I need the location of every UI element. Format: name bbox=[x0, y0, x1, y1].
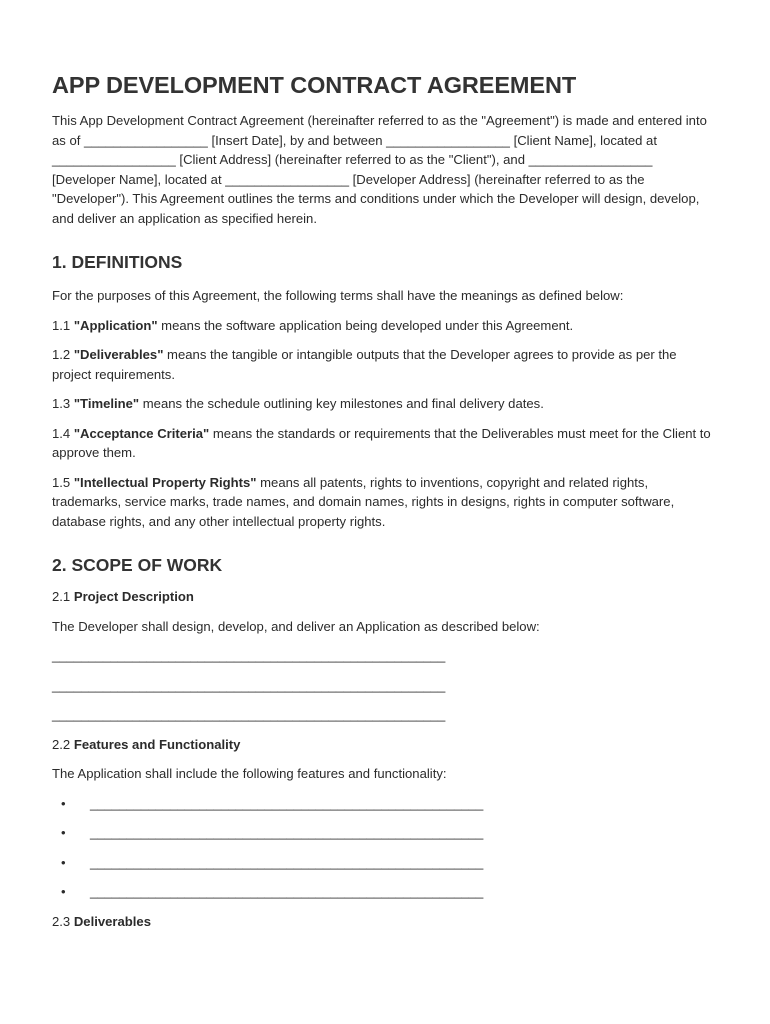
definition-text: means the tangible or intangible outputs that the Developer agrees to provide as per the project requirements. bbox=[52, 347, 677, 382]
definition-term: "Timeline" bbox=[73, 396, 140, 411]
list-item bbox=[52, 853, 718, 873]
fill-in-line: ______________________________________________________ bbox=[90, 854, 484, 870]
definition-number: 1.4 bbox=[52, 425, 74, 441]
subsection-label: Features and Functionality bbox=[73, 736, 241, 752]
subsection-number: 2.2 bbox=[52, 736, 74, 752]
definitions-heading: 1. DEFINITIONS bbox=[52, 252, 183, 272]
definition-item bbox=[52, 345, 718, 384]
definition-text: means the standards or requirements that the Deliverables must meet for the Client to approve them. bbox=[52, 425, 711, 460]
definition-term: "Intellectual Property Rights" bbox=[73, 474, 257, 490]
subsection-title bbox=[52, 735, 718, 755]
bullet-icon: • bbox=[61, 795, 66, 811]
definition-item bbox=[52, 424, 718, 463]
definitions-lead: For the purposes of this Agreement, the following terms shall have the meanings as defined below: bbox=[52, 288, 624, 303]
definition-item bbox=[52, 316, 718, 336]
subsection-label: Deliverables bbox=[73, 913, 151, 929]
document-title: APP DEVELOPMENT CONTRACT AGREEMENT bbox=[52, 72, 577, 98]
subsection-number: 2.3 bbox=[52, 913, 74, 929]
subsection-label: Project Description bbox=[73, 589, 194, 604]
project-description-lead: The Developer shall design, develop, and deliver an Application as described below: bbox=[52, 618, 540, 634]
subsection-number: 2.1 bbox=[52, 589, 74, 604]
definition-number: 1.2 bbox=[52, 347, 74, 362]
definition-term: "Acceptance Criteria" bbox=[73, 425, 210, 441]
fill-in-line: ______________________________________________________ bbox=[90, 825, 484, 840]
bullet-icon: • bbox=[61, 854, 66, 870]
definition-text: means all patents, rights to inventions, copyright and related rights, trademarks, service marks, trade names, and domain names, rights in designs, rights in computer software, database rights, and any other intellectual property rights. bbox=[52, 474, 675, 529]
features-lead: The Application shall include the following features and functionality: bbox=[52, 766, 447, 781]
definition-number: 1.3 bbox=[52, 396, 74, 411]
definition-number: 1.1 bbox=[52, 317, 74, 333]
subsection-title bbox=[52, 587, 718, 607]
list-item bbox=[52, 823, 718, 843]
fill-in-line: ______________________________________________________ bbox=[90, 795, 484, 811]
intro-paragraph: This App Development Contract Agreement (hereinafter referred to as the "Agreement") is made and entered into as of _________________ [Insert Date], by and between _________________ [Client Name], located at _________________ [Client Address] (hereinafter referred to as the "Client"), and _________________ [Developer Name], located at _________________ [Developer Address] (hereinafter referred to as the "Developer"). This Agreement outlines the terms and conditions under which the Developer will design, develop, and deliver an application as specified herein. bbox=[52, 113, 707, 226]
definition-item bbox=[52, 473, 718, 532]
list-item bbox=[52, 794, 718, 814]
fill-in-line: ______________________________________________________ bbox=[90, 884, 484, 899]
definition-number: 1.5 bbox=[52, 474, 74, 490]
definition-term: "Application" bbox=[73, 317, 158, 333]
definition-term: "Deliverables" bbox=[73, 347, 164, 362]
fill-in-line: ______________________________________________________ bbox=[52, 648, 446, 663]
bullet-icon: • bbox=[61, 825, 66, 840]
list-item bbox=[52, 882, 718, 902]
fill-in-line: ______________________________________________________ bbox=[52, 677, 446, 693]
features-list bbox=[52, 794, 718, 902]
bullet-icon: • bbox=[61, 884, 66, 899]
definition-item bbox=[52, 394, 718, 414]
definition-text: means the software application being developed under this Agreement. bbox=[157, 317, 574, 333]
scope-heading: 2. SCOPE OF WORK bbox=[52, 555, 223, 575]
subsection-title bbox=[52, 912, 718, 932]
fill-in-line: ______________________________________________________ bbox=[52, 707, 446, 722]
definition-text: means the schedule outlining key milestones and final delivery dates. bbox=[139, 396, 544, 411]
